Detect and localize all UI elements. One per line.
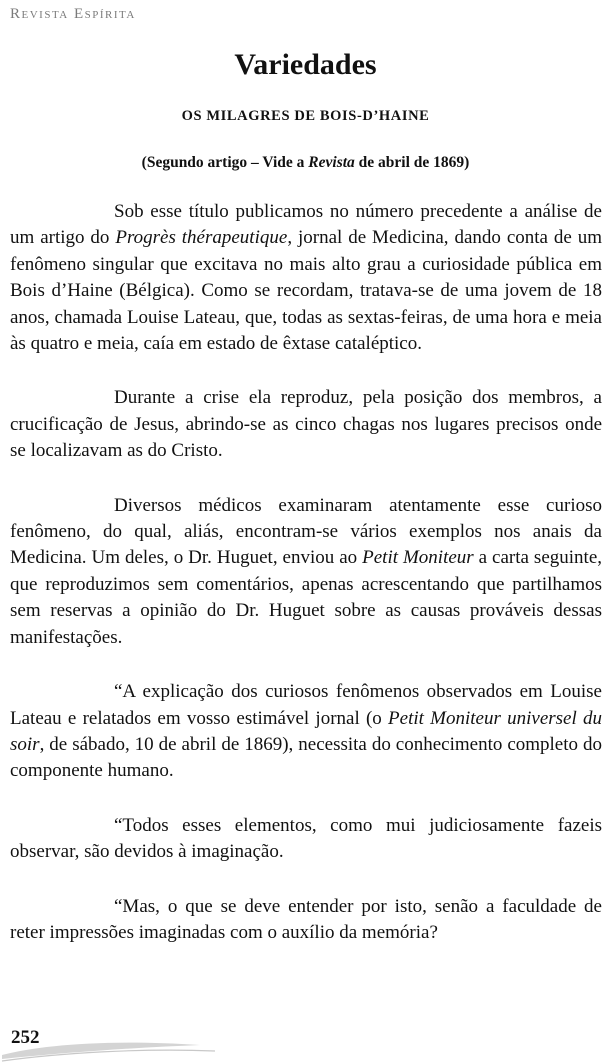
- reference-note: [0, 154, 611, 172]
- paragraph-text: Diversos médicos examinaram atentamente esse curioso fenômeno, do qual, aliás, encontram-se vários exemplos nos anais da Medicina. Um deles, o Dr. Huguet, enviou ao: [10, 494, 602, 569]
- page-footer: [0, 1015, 611, 1062]
- paragraph-4: [10, 679, 602, 785]
- paragraph-text: , de sábado, 10 de abril de 1869), necessita do conhecimento completo do componente humano.: [10, 733, 602, 782]
- paragraph-2: Durante a crise ela reproduz, pela posição dos membros, a crucificação de Jesus, abrindo-se as cinco chagas nos lugares precisos onde se localizavam as do Cristo.: [10, 387, 602, 462]
- page-number: 252: [11, 1027, 40, 1048]
- page-title: Variedades: [234, 48, 377, 81]
- paragraph-text: a carta seguinte, que reproduzimos sem comentários, apenas acrescentando que partilhamos sem reservas a opinião do Dr. Huguet sobre as causas prováveis dessas manifestações.: [10, 547, 602, 648]
- journal-title: Progrès thérapeutique: [115, 227, 288, 249]
- note-text-end: de abril de 1869): [354, 154, 470, 171]
- paragraph-text: “A explicação dos curiosos fenômenos observados em Louise Lateau e relatados em vosso estimável jornal (o: [10, 681, 602, 729]
- running-head: Revista Espírita: [10, 6, 136, 22]
- paragraph-text: , jornal de Medicina, dando conta de um fenômeno singular que excitava no mais alto grau a curiosidade pública em Bois d’Haine (Bélgica). Como se recordam, tratava-se de uma jovem de 18 anos, chamada Louise Lateau, que, todas as sextas-feiras, de uma hora e meia às quatro e meia, caía em estado de êxtase cataléptico.: [10, 227, 602, 355]
- paragraph-3: [10, 493, 602, 651]
- note-text: (Segundo artigo – Vide a: [141, 154, 309, 171]
- paragraph-text: Sob esse título publicamos no número precedente a análise de um artigo do: [10, 201, 602, 249]
- article-subtitle: OS MILAGRES DE BOIS-D’HAINE: [181, 108, 430, 124]
- paragraph-6: “Mas, o que se deve entender por isto, senão a faculdade de reter impressões imaginadas com o auxílio da memória?: [10, 895, 602, 943]
- journal-title: Petit Moniteur universel du soir: [10, 707, 602, 755]
- article-body: [10, 199, 602, 946]
- note-journal-name: Revista: [308, 154, 355, 171]
- journal-title: Petit Moniteur: [362, 547, 474, 569]
- paragraph-5: “Todos esses elementos, como mui judiciosamente fazeis observar, são devidos à imaginação.: [10, 814, 602, 863]
- paragraph-1: [10, 199, 602, 357]
